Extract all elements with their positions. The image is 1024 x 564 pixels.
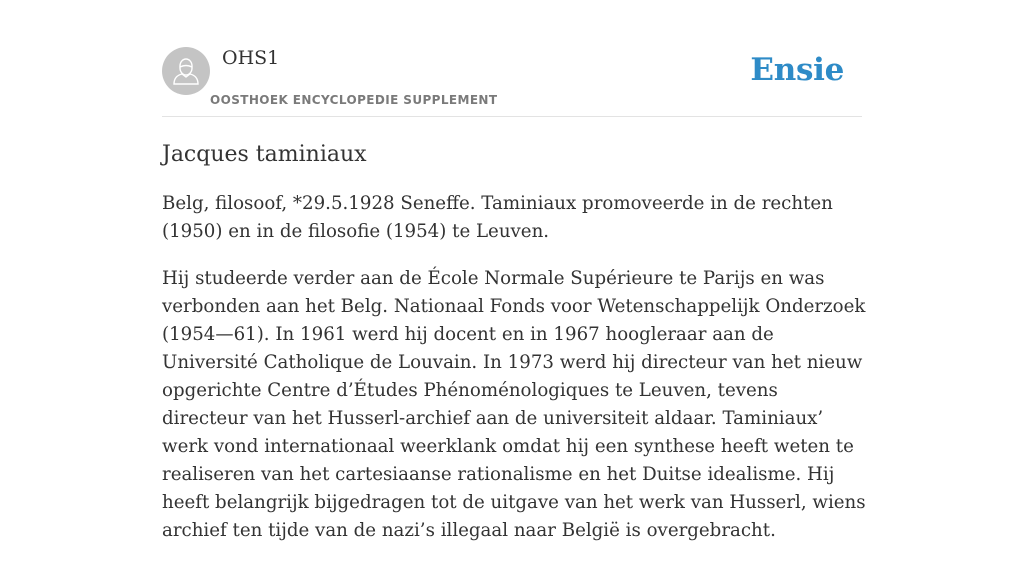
article-paragraph: Hij studeerde verder aan de École Normale Supérieure te Parijs en was verbonden aan het Belg. Nationaal Fonds voor Wetenschappelijk Onderzoek (1954—61). In 1961 werd hij docent en in 1967 hoogleraar aan de Université Catholique de Louvain. In 1973 werd hij directeur van het nieuw opgerichte Centre d’Études Phénoménologiques te Leuven, tevens directeur van het Husserl-archief aan de universiteit aldaar. Taminiaux’ werk vond internationaal weerklank omdat hij een synthese heeft weten te realiseren van het cartesiaanse rationalisme en het Duitse idealisme. Hij heeft belangrijk bijgedragen tot de uitgave van het werk van Husserl, wiens archief ten tijde van de nazi’s illegaal naar België is overgebracht. <box>162 268 866 541</box>
site-logo[interactable]: Ensie <box>750 52 844 88</box>
avatar[interactable] <box>162 47 210 95</box>
publication-name[interactable]: OOSTHOEK ENCYCLOPEDIE SUPPLEMENT <box>210 93 498 107</box>
page-header <box>162 46 862 117</box>
user-icon <box>162 47 210 95</box>
article-title: Jacques taminiaux <box>162 142 367 167</box>
article <box>162 140 868 564</box>
author-name[interactable]: OHS1 <box>222 47 280 69</box>
article-paragraph: Belg, filosoof, *29.5.1928 Seneffe. Taminiaux promoveerde in de rechten (1950) en in de filosofie (1954) te Leuven. <box>162 193 833 242</box>
